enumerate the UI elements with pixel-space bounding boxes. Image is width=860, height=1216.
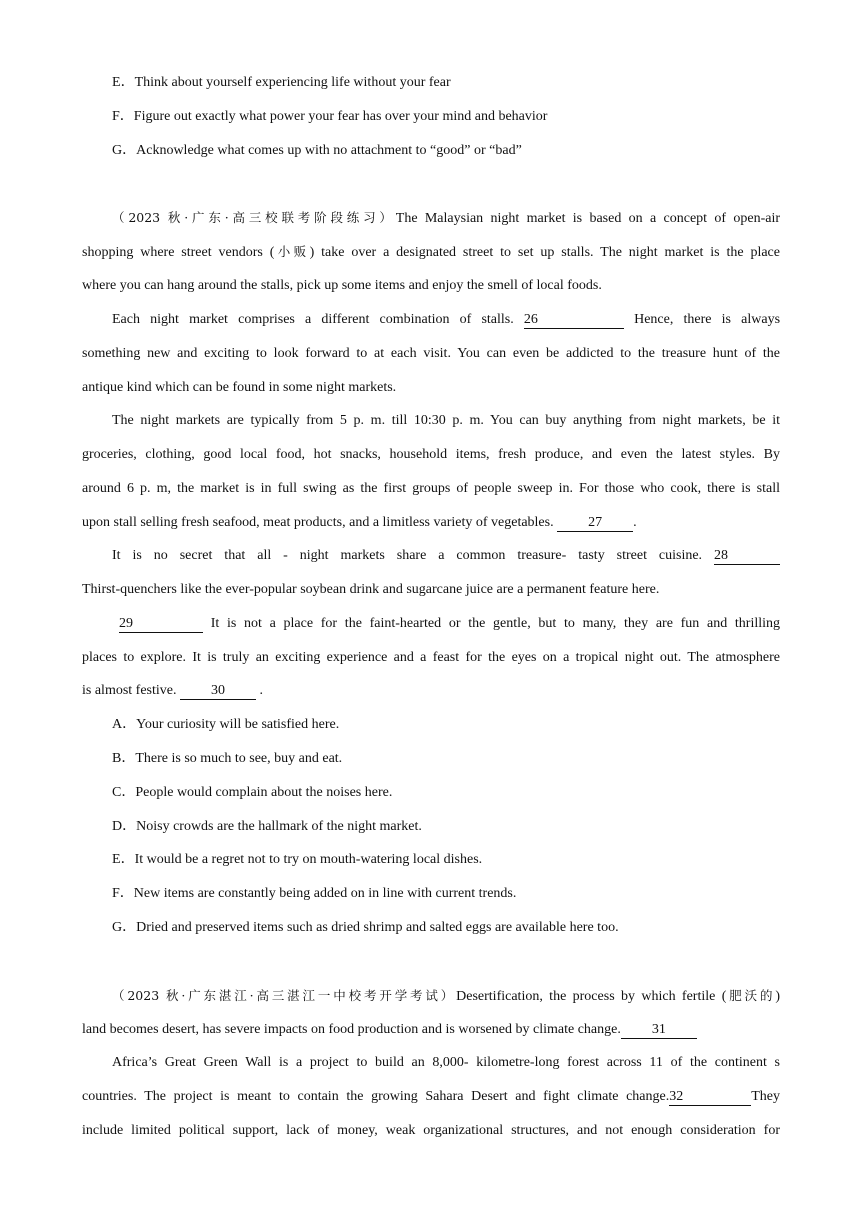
passage3-intro-line1: （2023 秋·广东湛江·高三湛江一中校考开学考试）Desertification, the process by which fertile (肥沃的)	[112, 988, 780, 1004]
passage2-para2-line1: Each night market comprises a different combination of stalls. 26 Hence, there is always	[112, 312, 781, 327]
passage2-intro-line2: shopping where street vendors (小贩) take over a designated street to set up stalls. The night market is the place	[82, 244, 780, 260]
passage2-para5-line1: 29 It is not a place for the faint-hearted or the gentle, but to many, they are fun and thrilling	[119, 616, 781, 631]
option-text: Acknowledge what comes up with no attachment to “good” or “bad”	[136, 143, 522, 158]
blank-30[interactable]: 30	[180, 682, 256, 700]
passage2-para3-line2: groceries, clothing, good local food, hot snacks, household items, fresh produce, and even the latest styles. By	[82, 447, 780, 462]
passage3-intro-line2: land becomes desert, has severe impacts on food production and is worsened by climate change. 31	[82, 1020, 780, 1040]
option-letter: G	[112, 143, 123, 158]
passage2-para5-line2: places to explore. It is truly an exciting experience and a feast for the eyes on a tropical night out. The atmosphere	[82, 650, 780, 665]
option-f: F．New items are constantly being added on in line with current trends.	[112, 886, 517, 901]
option-d: D．Noisy crowds are the hallmark of the night market.	[112, 819, 422, 834]
option-g: G．Dried and preserved items such as dried shrimp and salted eggs are available here too.	[112, 920, 619, 935]
passage2-para3-line4: upon stall selling fresh seafood, meat products, and a limitless variety of vegetables. 27 .	[82, 515, 637, 530]
option-letter: F	[112, 109, 120, 124]
passage2-source: （2023 秋·广东·高三校联考阶段练习）	[112, 210, 396, 225]
passage2-para2-line2: something new and exciting to look forward to at each visit. You can even be addicted to the treasure hunt of the	[82, 346, 780, 361]
blank-31[interactable]: 31	[621, 1021, 697, 1039]
passage2-para5-line3: is almost festive. 30 .	[82, 683, 263, 698]
passage3-para2-line2: countries. The project is meant to contain the growing Sahara Desert and fight climate change.32 They	[82, 1089, 780, 1104]
passage2-para4-line1: It is no secret that all - night markets share a common treasure- tasty street cuisine. 28	[112, 546, 780, 566]
passage2-intro-line3: where you can hang around the stalls, pick up some items and enjoy the smell of local foods.	[82, 278, 602, 293]
blank-29[interactable]: 29	[119, 615, 203, 633]
blank-27[interactable]: 27	[557, 514, 633, 532]
option-c: C．People would complain about the noises here.	[112, 785, 393, 800]
option-b: B．There is so much to see, buy and eat.	[112, 751, 343, 766]
option-e: E．It would be a regret not to try on mouth-watering local dishes.	[112, 852, 483, 867]
option-letter: E	[112, 75, 121, 90]
option-a: A．Your curiosity will be satisfied here.	[112, 717, 340, 732]
passage2-intro-line1: （2023 秋·广东·高三校联考阶段练习）The Malaysian night market is based on a concept of open-air	[112, 210, 781, 226]
passage2-para4-line2: Thirst-quenchers like the ever-popular soybean drink and sugarcane juice are a permanent feature here.	[82, 582, 660, 597]
option-text: Figure out exactly what power your fear has over your mind and behavior	[133, 109, 548, 124]
option-f: F．Figure out exactly what power your fear has over your mind and behavior	[112, 109, 548, 124]
passage3-source: （2023 秋·广东湛江·高三湛江一中校考开学考试）	[112, 988, 457, 1003]
passage2-para3-line3: around 6 p. m, the market is in full swing as the first groups of people sweep in. For those who cook, there is stall	[82, 481, 780, 496]
passage3-para2-line1: Africa’s Great Green Wall is a project to build an 8,000- kilometre-long forest across 11 of the continent s	[112, 1055, 780, 1070]
passage2-para2-line3: antique kind which can be found in some night markets.	[82, 380, 397, 395]
option-e: E．Think about yourself experiencing life without your fear	[112, 75, 451, 90]
blank-28[interactable]: 28	[714, 547, 780, 565]
option-g: G．Acknowledge what comes up with no attachment to “good” or “bad”	[112, 143, 522, 158]
passage3-para2-line3: include limited political support, lack of money, weak organizational structures, and not enough consideration for	[82, 1123, 780, 1138]
blank-32[interactable]: 32	[669, 1088, 751, 1106]
option-text: Think about yourself experiencing life without your fear	[134, 75, 451, 90]
blank-26[interactable]: 26	[524, 311, 624, 329]
passage2-para3-line1: The night markets are typically from 5 p. m. till 10:30 p. m. You can buy anything from night markets, be it	[112, 413, 780, 428]
